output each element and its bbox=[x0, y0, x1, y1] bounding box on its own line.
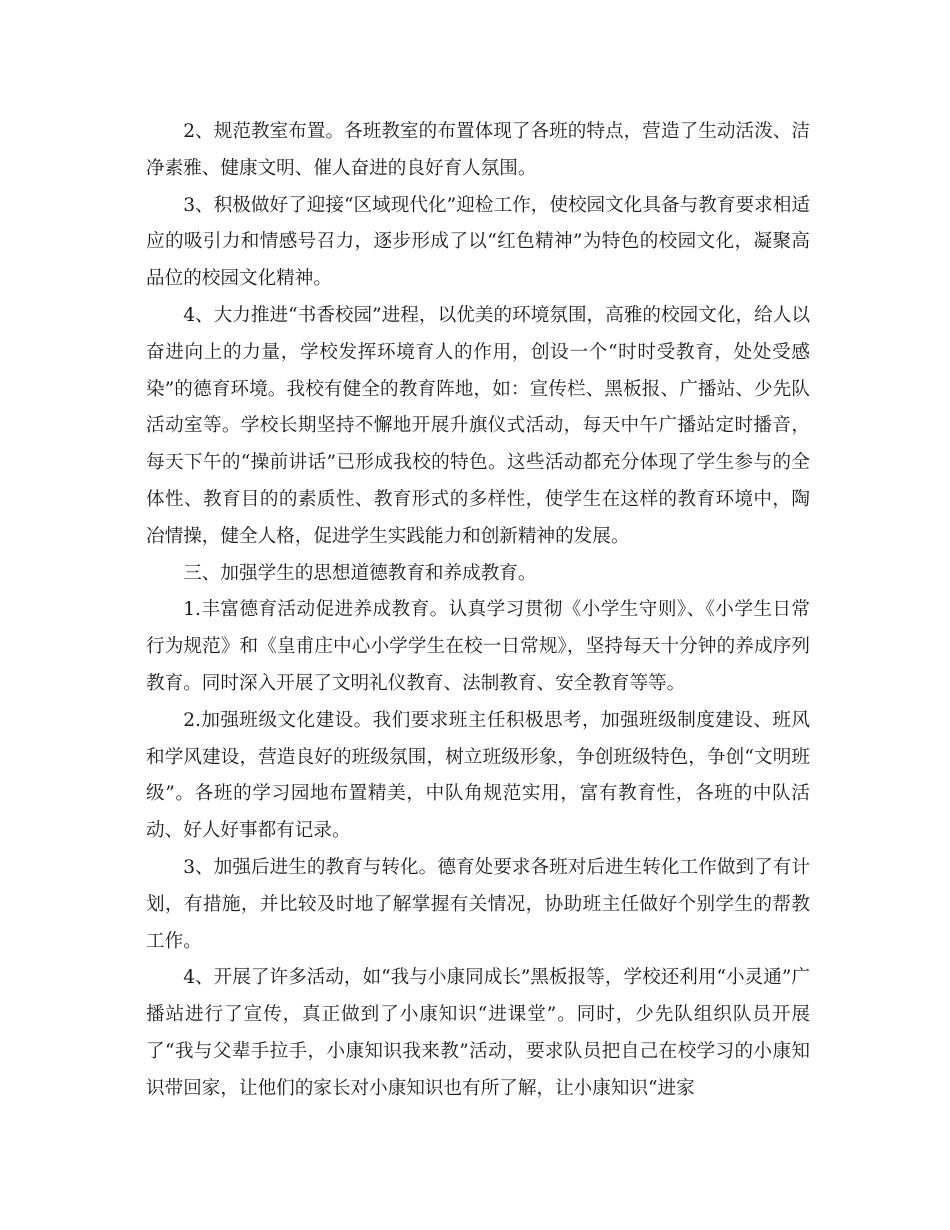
paragraph-regional-modernization: 3、积极做好了迎接“区域现代化”迎检工作，使校园文化具备与教育要求相适应的吸引力和情感号召力，逐步形成了以“红色精神”为特色的校园文化，凝聚高品位的校园文化精神。 bbox=[146, 194, 810, 290]
paragraph-class-culture: 2.加强班级文化建设。我们要求班主任积极思考，加强班级制度建设、班风和学风建设，营造良好的班级氛围，树立班级形象，争创班级特色，争创“文明班级”。各班的学习园地布置精美，中队角规范实用，富有教育性，各班的中队活动、好人好事都有记录。 bbox=[146, 709, 810, 842]
paragraph-moral-activities: 1.丰富德育活动促进养成教育。认真学习贯彻《小学生守则》、《小学生日常行为规范》和《皇甫庄中心小学学生在校一日常规》，坚持每天十分钟的养成序列教育。同时深入开展了文明礼仪教育、法制教育、安全教育等等。 bbox=[146, 599, 810, 694]
document-body bbox=[146, 114, 810, 1108]
paragraph-classroom-layout: 2、规范教室布置。各班教室的布置体现了各班的特点，营造了生动活泼、洁净素雅、健康文明、催人奋进的良好育人氛围。 bbox=[146, 121, 810, 179]
paragraph-scholarly-campus: 4、大力推进“书香校园”进程，以优美的环境氛围，高雅的校园文化，给人以奋进向上的力量，学校发挥环境育人的作用，创设一个“时时受教育，处处受感染”的德育环境。我校有健全的教育阵地，如：宣传栏、黑板报、广播站、少先队活动室等。学校长期坚持不懈地开展升旗仪式活动，每天中午广播站定时播音，每天下午的“操前讲话”已形成我校的特色。这些活动都充分体现了学生参与的全体性、教育目的的素质性、教育形式的多样性，使学生在这样的教育环境中，陶冶情操，健全人格，促进学生实践能力和创新精神的发展。 bbox=[146, 304, 810, 547]
paragraph-xiaokang-activities: 4、开展了许多活动，如“我与小康同成长”黑板报等，学校还利用“小灵通”广播站进行了宣传，真正做到了小康知识“进课堂”。同时，少先队组织队员开展了“我与父辈手拉手，小康知识我来教”活动，要求队员把自己在校学习的小康知识带回家，让他们的家长对小康知识也有所了解，让小康知识“进家 bbox=[146, 967, 810, 1099]
paragraph-struggling-students: 3、加强后进生的教育与转化。德育处要求各班对后进生转化工作做到了有计划，有措施，并比较及时地了解掌握有关情况，协助班主任做好个别学生的帮教工作。 bbox=[146, 856, 810, 952]
section-heading-moral-education: 三、加强学生的思想道德教育和养成教育。 bbox=[183, 562, 537, 584]
